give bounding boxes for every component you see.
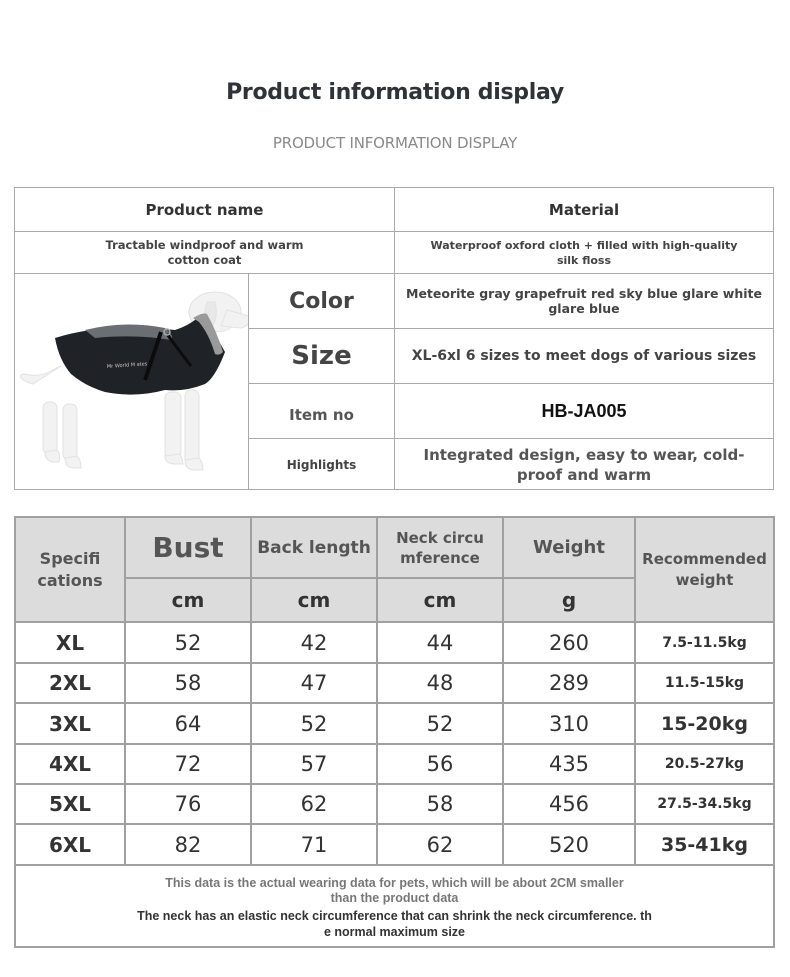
neck-cell: 52 [378,704,504,745]
material-header: Material [395,188,773,232]
page-subtitle: PRODUCT INFORMATION DISPLAY [272,134,518,152]
weight-cell: 289 [504,664,636,704]
specifications-header [16,518,126,623]
back-length-cell: 52 [252,704,378,745]
weight-cell: 260 [504,623,636,664]
highlights-value [395,439,773,490]
neck-cell: 62 [378,825,504,866]
bust-cell: 82 [126,825,252,866]
color-label: Color [249,274,395,329]
bust-unit: cm [126,579,252,623]
back-length-cell: 47 [252,664,378,704]
bust-cell: 76 [126,785,252,825]
spec-line2: cations [37,570,103,590]
item-no-value: HB-JA005 [395,384,773,439]
size-notes [16,866,773,946]
product-name-header: Product name [15,188,395,232]
size-value: XL-6xl 6 sizes to meet dogs of various sizes [395,329,773,384]
note-wearing-data [16,876,773,906]
neck-line2: mference [400,548,480,567]
highlights-line1: Integrated design, easy to wear, cold- [423,445,745,464]
neck-unit: cm [378,579,504,623]
back-length-cell: 57 [252,745,378,785]
weight-unit: g [504,579,636,623]
neck-cell: 48 [378,664,504,704]
bust-cell: 64 [126,704,252,745]
neck-cell: 58 [378,785,504,825]
size-cell: 6XL [16,825,126,866]
neck-cell: 56 [378,745,504,785]
product-name-line2: cotton coat [167,252,242,267]
product-name-value [15,232,395,274]
bust-cell: 58 [126,664,252,704]
back-length-cell: 71 [252,825,378,866]
recommended-weight-cell: 7.5-11.5kg [636,623,773,664]
rec-line1: Recommended [642,549,767,568]
material-line2: silk floss [556,253,612,267]
size-label: Size [249,329,395,384]
weight-header: Weight [504,518,636,579]
rec-line2: weight [675,570,734,589]
material-value [395,232,773,274]
size-chart-table [14,516,775,948]
bust-cell: 52 [126,623,252,664]
size-cell: 5XL [16,785,126,825]
recommended-weight-cell: 35-41kg [636,825,773,866]
dog-coat-image [15,273,248,491]
material-line1: Waterproof oxford cloth + filled with high-quality [430,238,738,252]
recommended-weight-cell: 20.5-27kg [636,745,773,785]
weight-cell: 435 [504,745,636,785]
neck-header [378,518,504,579]
recommended-weight-cell: 27.5-34.5kg [636,785,773,825]
recommended-weight-cell: 15-20kg [636,704,773,745]
note1-line-a: This data is the actual wearing data for pets, which will be about 2CM smaller [165,876,624,890]
weight-cell: 520 [504,825,636,866]
size-cell: 4XL [16,745,126,785]
bust-cell: 72 [126,745,252,785]
product-image-cell [15,274,249,490]
highlights-line2: proof and warm [516,465,652,484]
page-title: Product information display [226,80,564,105]
svg-text:Mr World M ates: Mr World M ates [106,361,148,370]
note1-line-b: than the product data [330,891,459,905]
back-length-header: Back length [252,518,378,579]
product-name-line1: Tractable windproof and warm [105,237,304,252]
note2-line-a: The neck has an elastic neck circumference that can shrink the neck circumference. th [137,909,652,923]
neck-line1: Neck circu [396,528,484,547]
size-cell: 2XL [16,664,126,704]
size-cell: 3XL [16,704,126,745]
note-elastic-neck [16,908,773,940]
back-length-unit: cm [252,579,378,623]
item-no-label: Item no [249,384,395,439]
neck-cell: 44 [378,623,504,664]
product-info-table [14,187,774,490]
weight-cell: 310 [504,704,636,745]
bust-header: Bust [126,518,252,579]
recommended-weight-cell: 11.5-15kg [636,664,773,704]
size-cell: XL [16,623,126,664]
recommended-weight-header [636,518,773,623]
color-value: Meteorite gray grapefruit red sky blue glare white glare blue [395,274,773,329]
back-length-cell: 42 [252,623,378,664]
weight-cell: 456 [504,785,636,825]
back-length-cell: 62 [252,785,378,825]
highlights-label: Highlights [249,439,395,490]
spec-line1: Specifi [39,548,101,568]
note2-line-b: e normal maximum size [323,925,466,939]
